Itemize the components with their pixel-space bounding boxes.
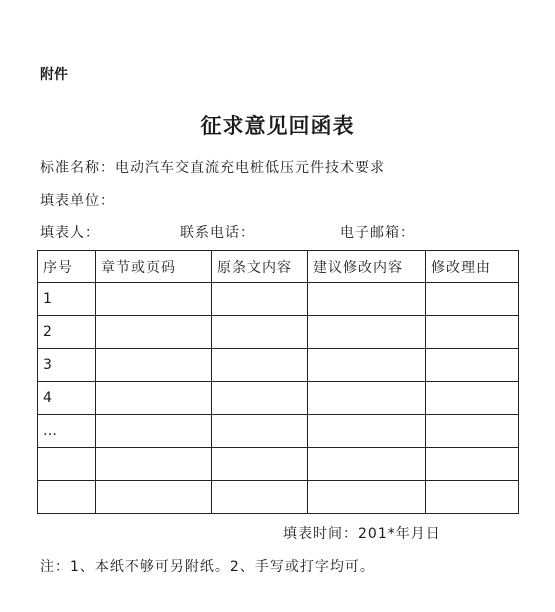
cell-chapter-page (96, 481, 212, 514)
cell-reason (426, 415, 519, 448)
cell-suggested-change (308, 448, 426, 481)
table-row (38, 316, 519, 349)
cell-chapter-page (96, 283, 212, 316)
cell-suggested-change (308, 316, 426, 349)
cell-suggested-change (308, 382, 426, 415)
header-serial: 序号 (38, 251, 96, 283)
note-line: 注：1、本纸不够可另附纸。2、手写或打字均可。 (40, 559, 375, 575)
table-row (38, 283, 519, 316)
filler-label: 填表人： (40, 225, 100, 241)
table-header-row (38, 251, 519, 283)
cell-reason (426, 481, 519, 514)
cell-reason (426, 382, 519, 415)
cell-original-text (212, 382, 308, 415)
cell-reason (426, 448, 519, 481)
cell-serial (38, 448, 96, 481)
form-title: 征求意见回函表 (200, 113, 355, 138)
email-label: 电子邮箱： (340, 225, 415, 241)
cell-serial: 3 (38, 349, 96, 382)
cell-chapter-page (96, 316, 212, 349)
cell-serial: 1 (38, 283, 96, 316)
table-row (38, 448, 519, 481)
header-original-text: 原条文内容 (212, 251, 308, 283)
cell-suggested-change (308, 415, 426, 448)
cell-suggested-change (308, 283, 426, 316)
phone-label: 联系电话： (180, 225, 255, 241)
cell-original-text (212, 316, 308, 349)
table-row (38, 349, 519, 382)
cell-original-text (212, 415, 308, 448)
cell-original-text (212, 448, 308, 481)
cell-chapter-page (96, 382, 212, 415)
cell-reason (426, 316, 519, 349)
cell-serial (38, 481, 96, 514)
filling-unit-line: 填表单位： (40, 193, 115, 209)
cell-serial: … (38, 415, 96, 448)
cell-original-text (212, 283, 308, 316)
cell-serial: 2 (38, 316, 96, 349)
feedback-table (37, 250, 519, 514)
cell-chapter-page (96, 349, 212, 382)
cell-original-text (212, 481, 308, 514)
cell-chapter-page (96, 415, 212, 448)
cell-suggested-change (308, 349, 426, 382)
table-row (38, 481, 519, 514)
table-row (38, 415, 519, 448)
header-suggested-change: 建议修改内容 (308, 251, 426, 283)
attachment-label: 附件 (40, 67, 68, 83)
cell-reason (426, 349, 519, 382)
header-reason: 修改理由 (426, 251, 519, 283)
cell-original-text (212, 349, 308, 382)
fill-date-line: 填表时间：201*年月日 (283, 526, 441, 542)
cell-suggested-change (308, 481, 426, 514)
table-row (38, 382, 519, 415)
header-chapter-page: 章节或页码 (96, 251, 212, 283)
cell-serial: 4 (38, 382, 96, 415)
cell-reason (426, 283, 519, 316)
cell-chapter-page (96, 448, 212, 481)
standard-name-line: 标准名称：电动汽车交直流充电桩低压元件技术要求 (40, 160, 385, 176)
